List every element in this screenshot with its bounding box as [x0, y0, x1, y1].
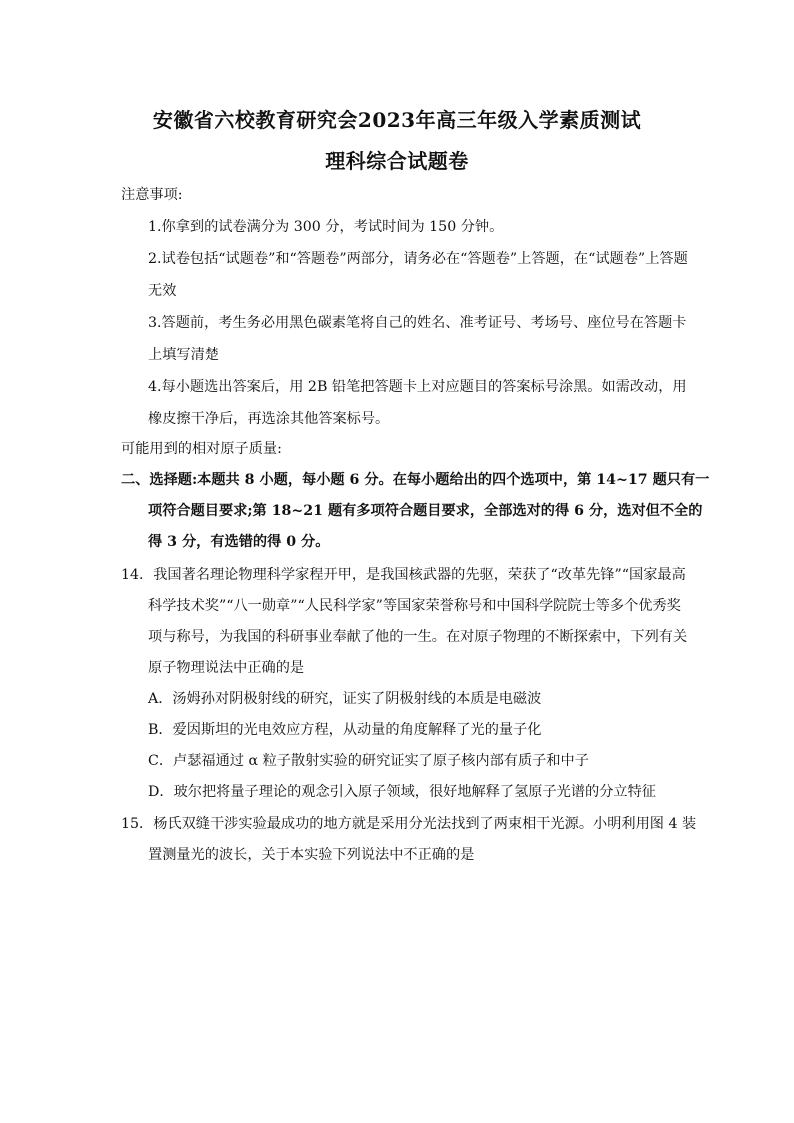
- notice-line: 2.试卷包括“试题卷”和“答题卷”两部分，请务必在“答题卷”上答题，在“试题卷”上答题: [148, 251, 688, 267]
- question-14-option-b: B．爱因斯坦的光电效应方程，从动量的角度解释了光的量子化: [148, 722, 542, 738]
- notice-line: 上填写清楚: [148, 347, 219, 363]
- section-heading: 二、选择题:本题共 8 小题，每小题 6 分。在每小题给出的四个选项中，第 14~17 题只有一: [121, 472, 710, 488]
- notice-line: 3.答题前，考生务必用黑色碳素笔将自己的姓名、准考证号、考场号、座位号在答题卡: [148, 315, 687, 331]
- exam-title: 安徽省六校教育研究会2023年高三年级入学素质测试: [152, 108, 642, 132]
- section-heading-line: 项符合题目要求;第 18~21 题有多项符合题目要求，全部选对的得 6 分，选对但不全的: [148, 503, 703, 519]
- question-14-option-a: A．汤姆孙对阴极射线的研究，证实了阴极射线的本质是电磁波: [148, 691, 542, 707]
- notice-line: 无效: [148, 283, 177, 299]
- notice-line: 1.你拿到的试卷满分为 300 分，考试时间为 150 分钟。: [148, 219, 504, 235]
- section-heading-line: 得 3 分，有选错的得 0 分。: [148, 534, 330, 550]
- question-15-stem: 15．杨氏双缝干涉实验最成功的地方就是采用分光法找到了两束相干光源。小明利用图 4 装: [121, 816, 697, 832]
- question-14-stem-line: 科学技术奖”“八一勋章”“人民科学家”等国家荣誉称号和中国科学院院士等多个优秀奖: [148, 598, 681, 614]
- question-15-stem-line: 置测量光的波长，关于本实验下列说法中不正确的是: [148, 847, 475, 863]
- notice-line: 4.每小题选出答案后，用 2B 铅笔把答题卡上对应题目的答案标号涂黑。如需改动，用: [148, 379, 687, 395]
- notice-heading: 注意事项:: [121, 187, 183, 203]
- notice-line: 橡皮擦干净后，再选涂其他答案标号。: [148, 411, 390, 427]
- question-14-option-d: D．玻尔把将量子理论的观念引入原子领域，很好地解释了氢原子光谱的分立特征: [148, 784, 656, 800]
- question-14-stem-line: 原子物理说法中正确的是: [148, 660, 305, 676]
- exam-subtitle: 理科综合试题卷: [325, 149, 469, 173]
- atomic-mass-label: 可能用到的相对原子质量:: [121, 441, 282, 457]
- question-14-option-c: C．卢瑟福通过 α 粒子散射实验的研究证实了原子核内部有质子和中子: [148, 753, 589, 769]
- question-14-stem-line: 项与称号，为我国的科研事业奉献了他的一生。在对原子物理的不断探索中，下列有关: [148, 629, 688, 645]
- question-14-stem: 14．我国著名理论物理科学家程开甲，是我国核武器的先驱，荣获了“改革先锋”“国家最高: [121, 567, 686, 583]
